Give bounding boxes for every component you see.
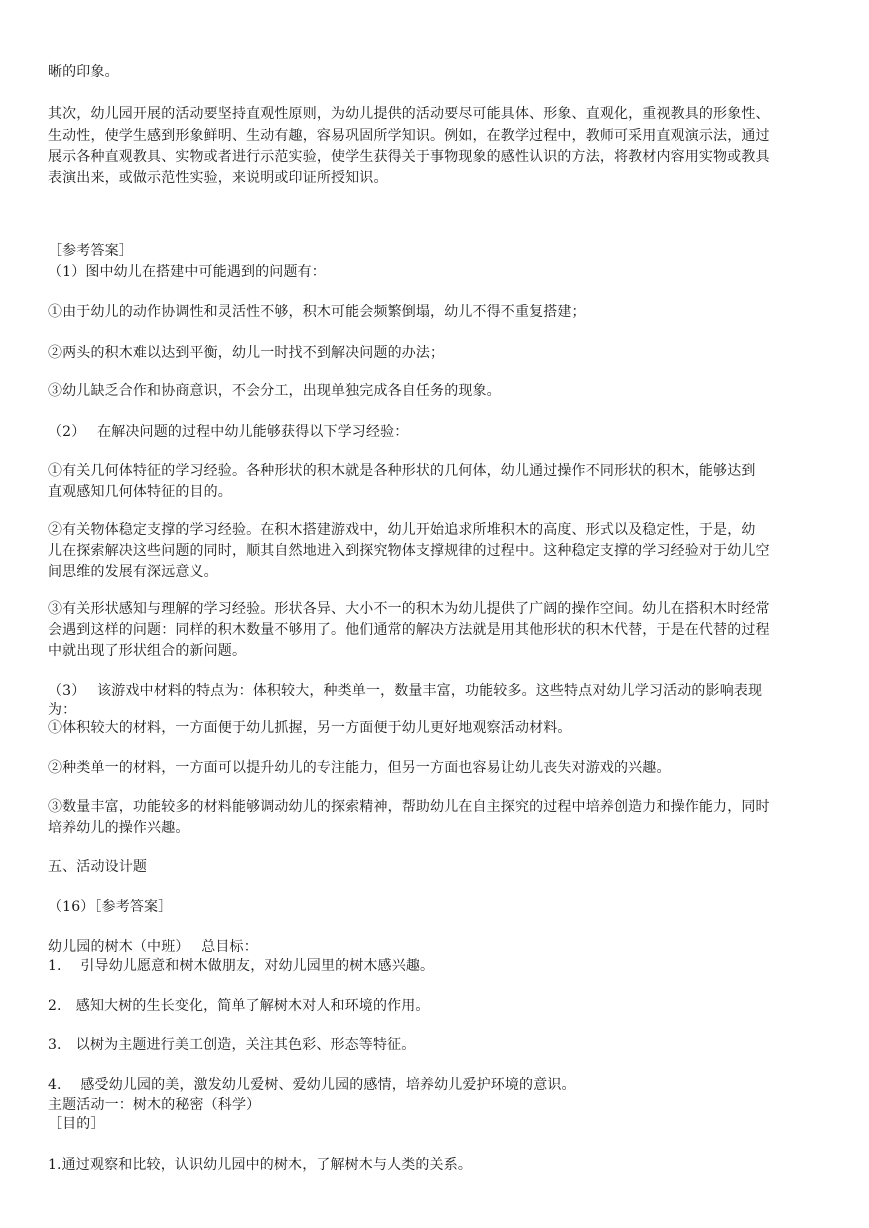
- list-item-continued: 中就出现了形状组合的新问题。: [48, 643, 247, 659]
- list-item-continued: 会遇到这样的问题：同样的积木数量不够用了。他们通常的解决方法就是用其他形状的积木代替，于是在代替的过程: [48, 622, 770, 638]
- list-item: ①由于幼儿的动作协调性和灵活性不够，积木可能会频繁倒塌，幼儿不得不重复搭建；: [48, 304, 586, 320]
- section-heading: 五、活动设计题: [48, 859, 148, 875]
- list-item-continued: 直观感知几何体特征的目的。: [48, 484, 232, 500]
- question-heading: （3） 该游戏中材料的特点为：体积较大，种类单一，数量丰富，功能较多。这些特点对幼儿学习活动的影响表现: [48, 683, 763, 699]
- goal-item: 4. 感受幼儿园的美，激发幼儿爱树、爱幼儿园的感情，培养幼儿爱护环境的意识。: [48, 1077, 576, 1093]
- answer-heading: ［参考答案］: [48, 243, 133, 259]
- text-line: 晰的印象。: [48, 64, 119, 80]
- question-heading: （2） 在解决问题的过程中幼儿能够获得以下学习经验：: [48, 424, 409, 440]
- activity-title: 主题活动一：树木的秘密（科学）: [48, 1097, 261, 1113]
- goal-item: 2. 感知大树的生长变化，简单了解树木对人和环境的作用。: [48, 998, 430, 1014]
- goal-item: 1. 引导幼儿愿意和树木做朋友，对幼儿园里的树木感兴趣。: [48, 958, 435, 974]
- list-item-continued: 间思维的发展有深远意义。: [48, 564, 218, 580]
- list-item: ③幼儿缺乏合作和协商意识，不会分工，出现单独完成各自任务的现象。: [48, 383, 501, 399]
- question-heading: （1）图中幼儿在搭建中可能遇到的问题有：: [48, 264, 326, 280]
- list-item-continued: 培养幼儿的操作兴趣。: [48, 820, 190, 836]
- list-item: ③有关形状感知与理解的学习经验。形状各异、大小不一的积木为幼儿提供了广阔的操作空间。幼儿在搭积木时经常: [48, 601, 770, 617]
- text-line: 展示各种直观教具、实物或者进行示范实验，使学生获得关于事物现象的感性认识的方法，将教材内容用实物或教具: [48, 149, 770, 165]
- goal-item: 3. 以树为主题进行美工创造，关注其色彩、形态等特征。: [48, 1037, 416, 1053]
- list-item: ②种类单一的材料，一方面可以提升幼儿的专注能力，但另一方面也容易让幼儿丧失对游戏的兴趣。: [48, 760, 671, 776]
- list-item: ②有关物体稳定支撑的学习经验。在积木搭建游戏中，幼儿开始追求所堆积木的高度、形式以及稳定性，于是，幼: [48, 522, 756, 538]
- plan-title: 幼儿园的树木（中班） 总目标：: [48, 939, 258, 955]
- list-item: ①体积较大的材料，一方面便于幼儿抓握，另一方面便于幼儿更好地观察活动材料。: [48, 720, 572, 736]
- list-item: ①有关几何体特征的学习经验。各种形状的积木就是各种形状的几何体，幼儿通过操作不同形状的积木，能够达到: [48, 463, 756, 479]
- question-heading-continued: 为：: [48, 702, 77, 718]
- text-line: 表演出来，或做示范性实验，来说明或印证所授知识。: [48, 170, 388, 186]
- answer-heading: （16）［参考答案］: [48, 899, 173, 915]
- text-line: 生动性，使学生感到形象鲜明、生动有趣，容易巩固所学知识。例如，在教学过程中，教师可采用直观演示法，通过: [48, 128, 770, 144]
- list-item-continued: 儿在探索解决这些问题的同时，顺其自然地进入到探究物体支撑规律的过程中。这种稳定支撑的学习经验对于幼儿空: [48, 543, 770, 559]
- list-item: ③数量丰富，功能较多的材料能够调动幼儿的探索精神，帮助幼儿在自主探究的过程中培养创造力和操作能力，同时: [48, 799, 770, 815]
- purpose-heading: ［目的］: [48, 1116, 105, 1132]
- text-line: 其次，幼儿园开展的活动要坚持直观性原则，为幼儿提供的活动要尽可能具体、形象、直观化，重视教具的形象性、: [48, 106, 770, 122]
- purpose-item: 1.通过观察和比较，认识幼儿园中的树木，了解树木与人类的关系。: [48, 1157, 473, 1173]
- list-item: ②两头的积木难以达到平衡，幼儿一时找不到解决问题的办法；: [48, 345, 445, 361]
